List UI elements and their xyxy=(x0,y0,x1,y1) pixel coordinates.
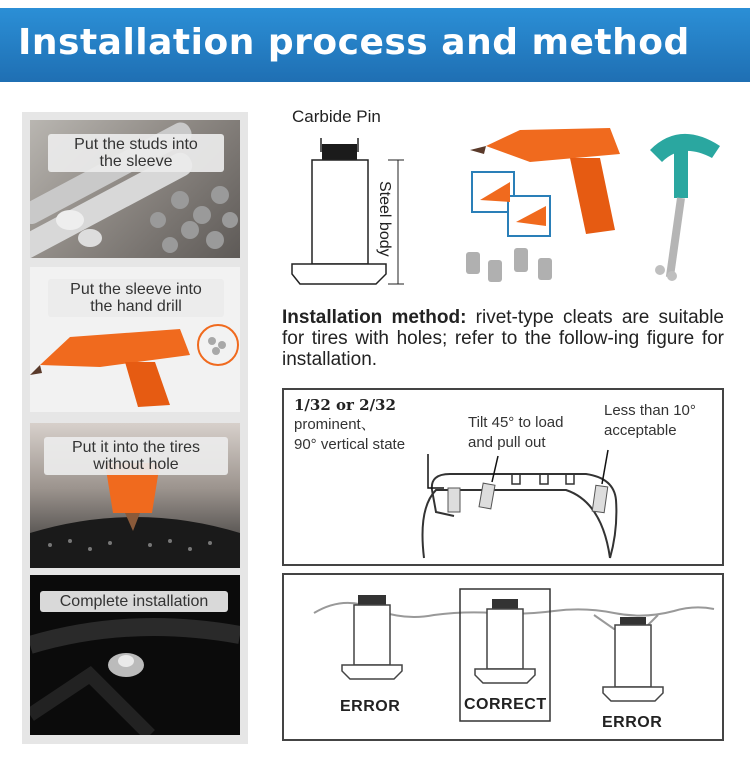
correct-label: CORRECT xyxy=(464,696,547,713)
tire-section-panel xyxy=(282,388,724,566)
tilt-label-2: and pull out xyxy=(468,434,546,451)
step-4-photo xyxy=(30,575,240,735)
step-2-photo xyxy=(30,267,240,412)
carbide-pin-label: Carbide Pin xyxy=(292,107,381,126)
step-3-photo xyxy=(30,423,240,568)
less-than-label-2: acceptable xyxy=(604,422,677,439)
stud-profile-diagram xyxy=(276,104,426,294)
step-3-caption: Put it into the tires without hole xyxy=(44,437,228,475)
height-fraction-label: 1/32 or 2/32 xyxy=(294,396,396,414)
method-body: rivet-type cleats are suitable for tires with holes; refer to the follow-ing figure for installation. xyxy=(282,307,724,370)
step-4-caption: Complete installation xyxy=(40,591,228,612)
tire-section-diagram xyxy=(284,390,722,564)
prominent-label: prominent、 xyxy=(294,416,376,433)
steel-body-label: Steel body xyxy=(376,181,393,257)
tilt-label-1: Tilt 45° to load xyxy=(468,414,564,431)
t-handle-tool-illustration xyxy=(620,120,740,290)
less-than-label-1: Less than 10° xyxy=(604,402,696,419)
error-label-left: ERROR xyxy=(340,698,401,715)
stud-gun-illustration xyxy=(460,110,630,290)
steps-panel xyxy=(22,112,248,744)
title-banner xyxy=(0,8,750,82)
method-lead: Installation method: xyxy=(282,307,467,328)
installation-method-text xyxy=(282,307,724,370)
step-1-photo xyxy=(30,120,240,258)
step-1-caption: Put the studs into the sleeve xyxy=(48,134,224,172)
stud-depth-compare-panel xyxy=(282,573,724,741)
page-title: Installation process and method xyxy=(18,22,690,63)
error-label-right: ERROR xyxy=(602,714,663,731)
step-2-caption: Put the sleeve into the hand drill xyxy=(48,279,224,317)
vertical-state-label: 90° vertical state xyxy=(294,436,406,453)
